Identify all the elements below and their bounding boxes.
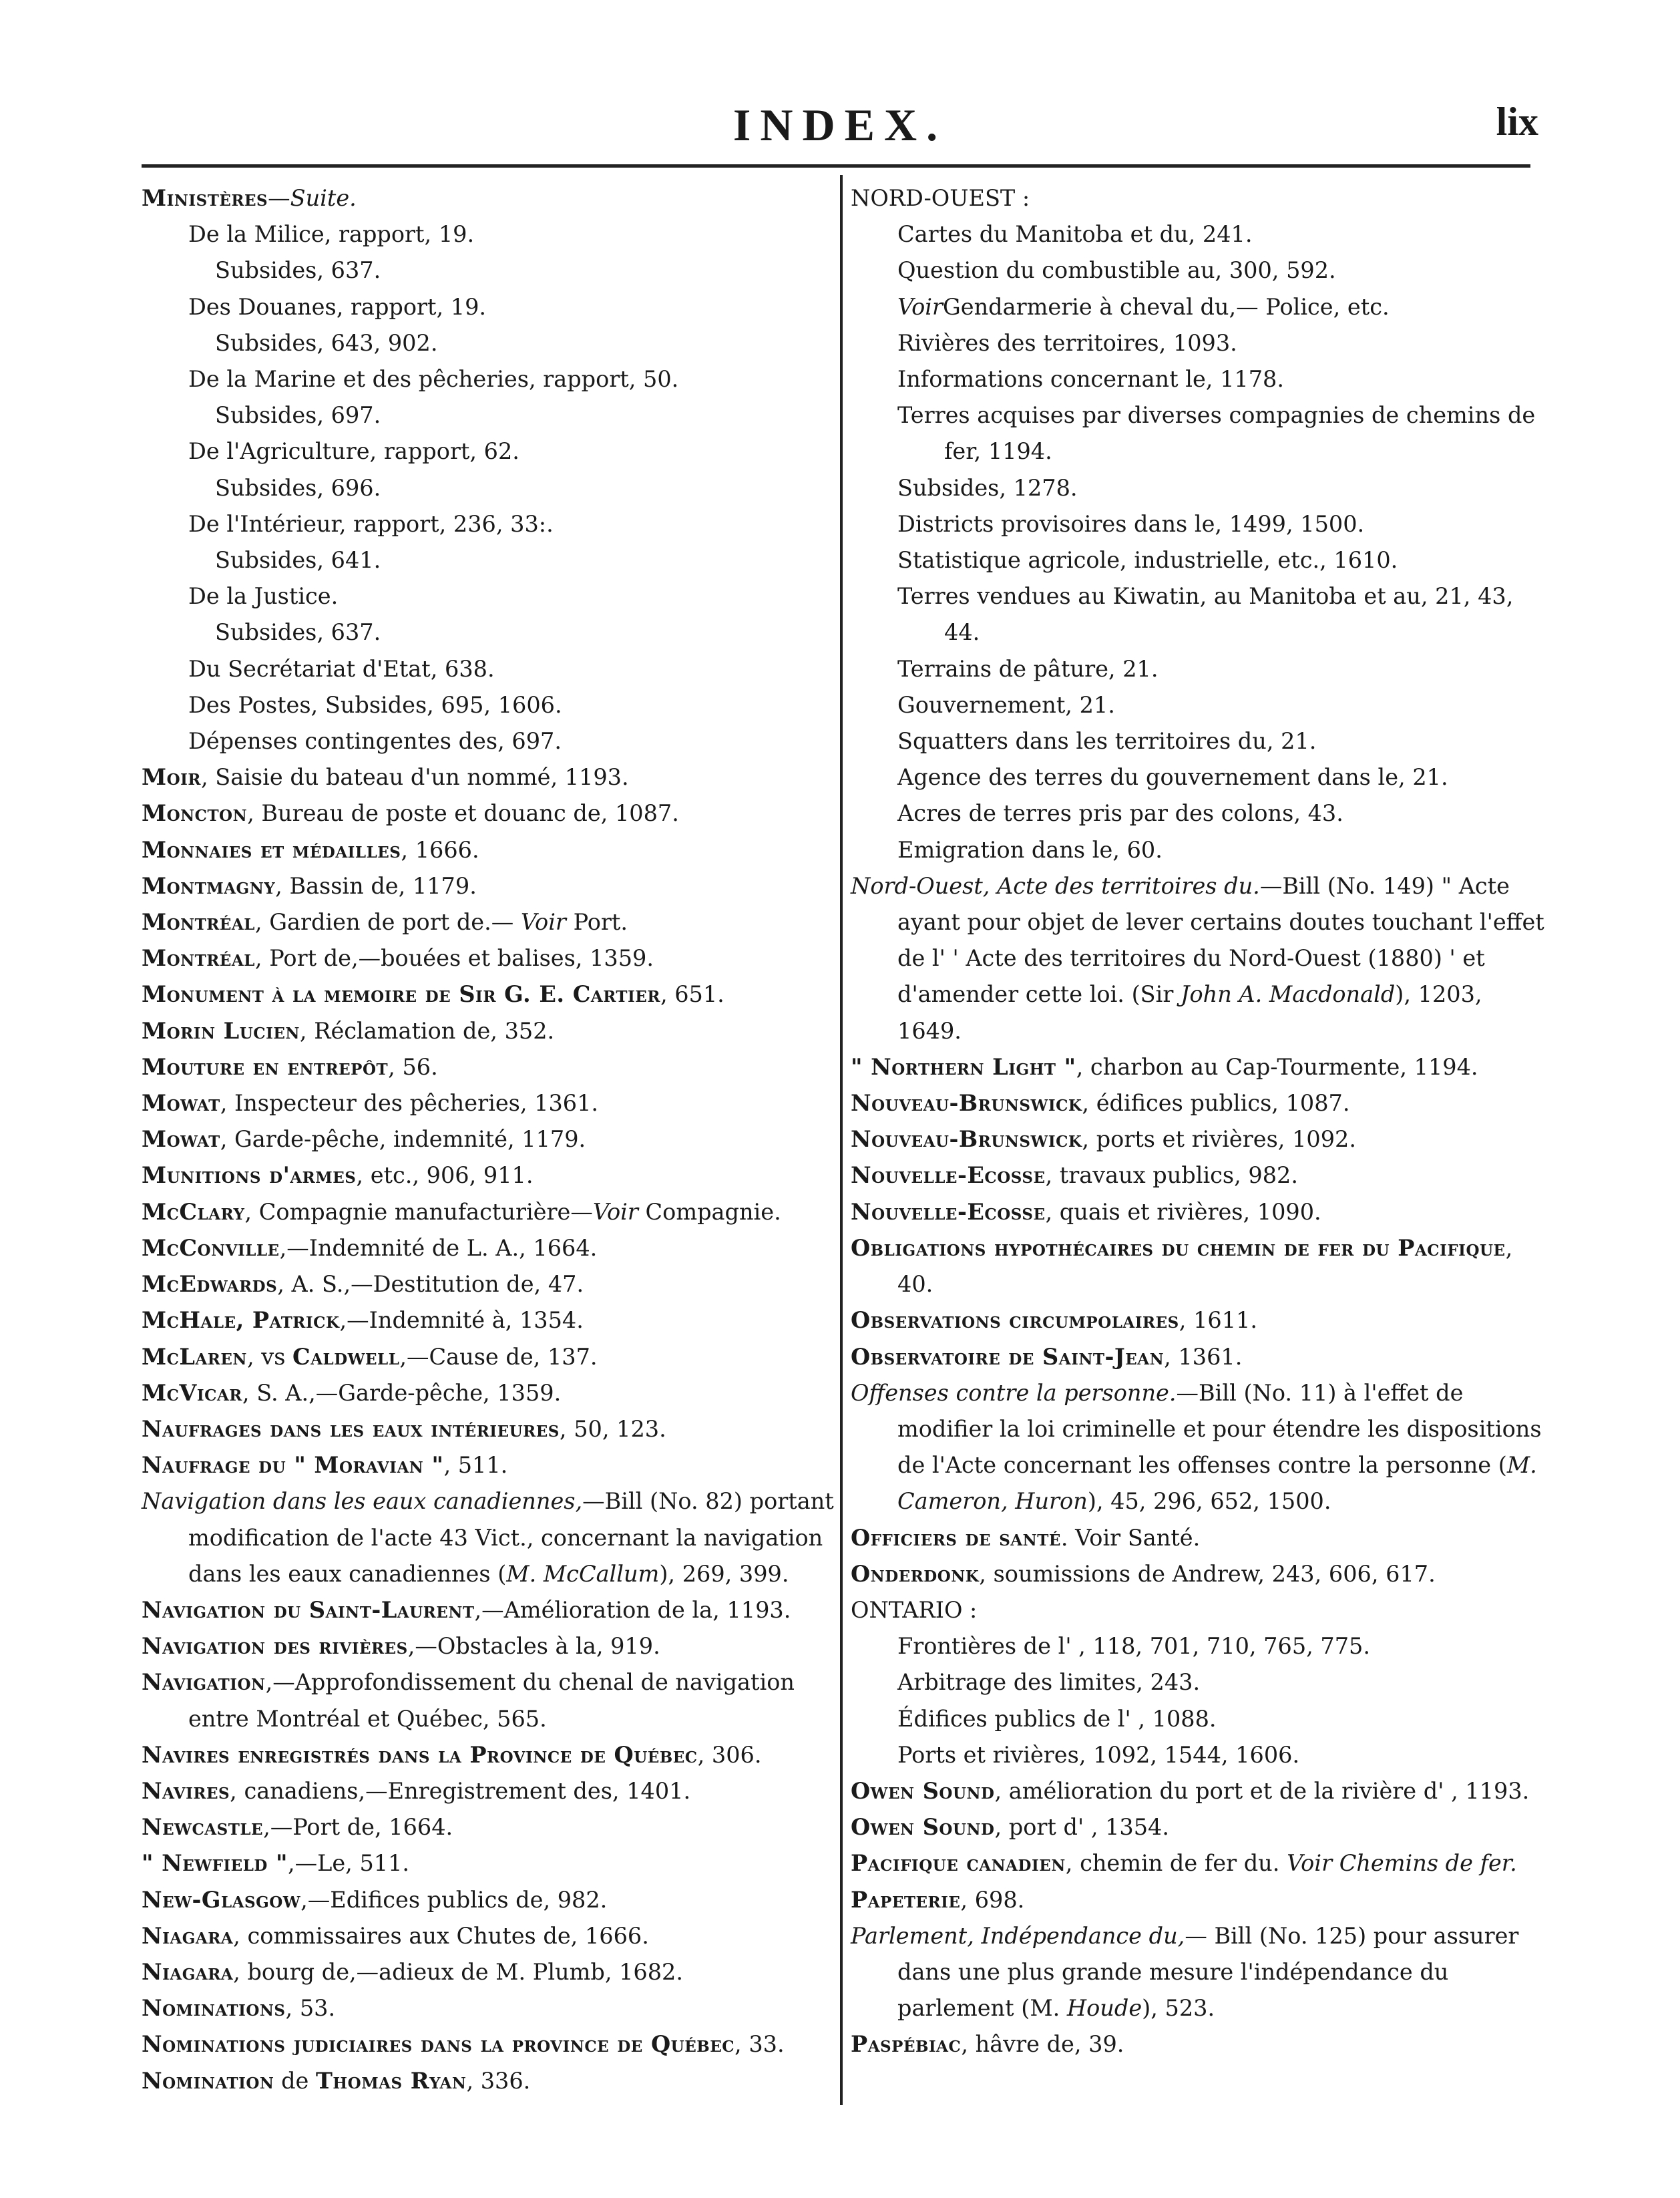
entry-text: . Voir Santé. bbox=[1060, 1524, 1201, 1551]
index-entry bbox=[851, 1121, 1552, 1157]
index-entry bbox=[142, 1339, 836, 1375]
index-entry bbox=[851, 1375, 1552, 1520]
entry-text: De l'Intérieur, rapport, 236, 33:. bbox=[188, 510, 554, 537]
entry-text: Subsides, 697. bbox=[215, 402, 381, 429]
entry-text: ,—Approfondissement du chenal de navigation entre Montréal et Québec, 565. bbox=[188, 1669, 795, 1732]
entry-heading: McHale, Patrick bbox=[142, 1307, 340, 1334]
entry-text: ,—Cause de, 137. bbox=[399, 1343, 598, 1370]
index-entry bbox=[851, 1302, 1552, 1338]
entry-text: de bbox=[274, 2067, 316, 2094]
entry-text: , 56. bbox=[388, 1053, 438, 1080]
entry-italic: Suite. bbox=[290, 185, 357, 211]
entry-heading: Navigation du Saint-Laurent bbox=[142, 1596, 475, 1623]
entry-text: —Bill (No. 149) " Acte ayant pour objet de lever certains doutes touchant l'effet de l' ' Acte des territoires du Nord-Ouest (1880) ' et d'amender cette loi. (Sir bbox=[897, 872, 1544, 1008]
index-entry bbox=[142, 397, 836, 433]
index-entry bbox=[142, 1085, 836, 1121]
entry-text: De la Milice, rapport, 19. bbox=[188, 221, 475, 248]
entry-text: NORD-OUEST : bbox=[851, 185, 1030, 211]
entry-text: Statistique agricole, industrielle, etc., 1610. bbox=[897, 547, 1398, 574]
index-entry bbox=[142, 1230, 836, 1266]
entry-text: , Saisie du bateau d'un nommé, 1193. bbox=[201, 764, 629, 791]
entry-text: , bourg de,—adieux de M. Plumb, 1682. bbox=[233, 1958, 684, 1985]
entry-text: , 1611. bbox=[1179, 1307, 1257, 1334]
entry-text: Port. bbox=[566, 909, 628, 936]
entry-italic: Voir bbox=[520, 909, 566, 936]
entry-heading: Officiers de santé bbox=[851, 1524, 1061, 1551]
entry-text: ), 269, 399. bbox=[659, 1560, 789, 1587]
entry-text: Squatters dans les territoires du, 21. bbox=[897, 728, 1317, 755]
index-entry bbox=[851, 361, 1552, 397]
entry-heading: " Newfield " bbox=[142, 1850, 288, 1877]
index-entry bbox=[851, 252, 1552, 289]
index-entry bbox=[142, 1773, 836, 1809]
entry-heading: Newcastle bbox=[142, 1814, 264, 1841]
index-entry bbox=[851, 1520, 1552, 1556]
entry-text: , charbon au Cap-Tourmente, 1194. bbox=[1076, 1053, 1478, 1080]
header-rule bbox=[142, 164, 1530, 168]
entry-italic: Voir bbox=[592, 1198, 638, 1225]
entry-text: ,—Edifices publics de, 982. bbox=[300, 1886, 608, 1913]
entry-heading: Owen Sound bbox=[851, 1777, 995, 1804]
entry-text: , 53. bbox=[285, 1995, 336, 2022]
entry-text: , Réclamation de, 352. bbox=[299, 1017, 555, 1044]
entry-text: De l'Agriculture, rapport, 62. bbox=[188, 438, 519, 465]
index-entry bbox=[142, 1121, 836, 1157]
index-entry bbox=[851, 1085, 1552, 1121]
entry-text: Agence des terres du gouvernement dans le, 21. bbox=[897, 764, 1448, 791]
entry-heading: Pacifique canadien bbox=[851, 1850, 1066, 1877]
index-entry bbox=[142, 1447, 836, 1483]
entry-italic: M. McCallum bbox=[506, 1560, 660, 1587]
entry-italic-title: Parlement, Indépendance du, bbox=[851, 1922, 1185, 1949]
entry-text: De la Marine et des pêcheries, rapport, 50. bbox=[188, 366, 679, 393]
entry-heading: Morin Lucien bbox=[142, 1017, 300, 1044]
entry-heading: Paspébiac bbox=[851, 2031, 962, 2058]
index-entry bbox=[851, 1628, 1552, 1664]
index-entry bbox=[142, 614, 836, 651]
index-entry bbox=[851, 397, 1552, 470]
index-entry bbox=[851, 1339, 1552, 1375]
entry-heading: Obligations hypothécaires du chemin de fer du Pacifique bbox=[851, 1234, 1506, 1261]
index-entry bbox=[142, 325, 836, 361]
index-entry bbox=[142, 832, 836, 868]
index-entry bbox=[851, 1556, 1552, 1592]
entry-text: Acres de terres pris par des colons, 43. bbox=[897, 800, 1343, 827]
index-entry bbox=[142, 795, 836, 832]
entry-text: , 33. bbox=[734, 2031, 785, 2058]
entry-heading: Niagara bbox=[142, 1922, 234, 1949]
entry-italic: John A. Macdonald bbox=[1181, 981, 1396, 1008]
index-entry bbox=[142, 1990, 836, 2026]
index-entry bbox=[851, 542, 1552, 578]
index-entry bbox=[851, 687, 1552, 723]
entry-text: De la Justice. bbox=[188, 583, 339, 610]
entry-heading: Navires enregistrés dans la Province de Québec bbox=[142, 1741, 698, 1768]
entry-heading: Nouveau-Brunswick bbox=[851, 1126, 1082, 1153]
index-entry bbox=[142, 2026, 836, 2062]
index-entry bbox=[142, 1194, 836, 1230]
entry-heading: Moncton bbox=[142, 800, 248, 827]
index-entry bbox=[142, 506, 836, 542]
index-entry bbox=[851, 180, 1552, 216]
entry-text: ,—Indemnité à, 1354. bbox=[339, 1307, 584, 1334]
entry-italic: M. Cameron, Huron bbox=[897, 1452, 1537, 1515]
index-entry bbox=[142, 976, 836, 1013]
index-entry bbox=[142, 1918, 836, 1954]
entry-text: , chemin de fer du. bbox=[1065, 1850, 1287, 1877]
entry-text: , soumissions de Andrew, 243, 606, 617. bbox=[979, 1560, 1436, 1587]
index-entry bbox=[142, 904, 836, 940]
entry-text: , 651. bbox=[660, 981, 724, 1008]
index-entry bbox=[142, 1882, 836, 1918]
entry-text: — bbox=[268, 185, 290, 211]
index-entry bbox=[851, 651, 1552, 687]
entry-text: Subsides, 641. bbox=[215, 547, 381, 574]
index-entry bbox=[851, 1918, 1552, 2027]
entry-heading: Nouvelle-Ecosse bbox=[851, 1198, 1046, 1225]
index-entry bbox=[142, 2063, 836, 2099]
entry-heading: Mowat bbox=[142, 1126, 220, 1153]
index-entry bbox=[142, 180, 836, 216]
index-entry bbox=[142, 252, 836, 289]
index-entry bbox=[142, 759, 836, 795]
entry-heading: McConville bbox=[142, 1234, 280, 1261]
index-entry bbox=[851, 832, 1552, 868]
index-entry bbox=[142, 1411, 836, 1447]
entry-heading: Nominations bbox=[142, 1995, 286, 2022]
entry-text: Gendarmerie à cheval du,— bbox=[943, 293, 1266, 320]
entry-text: Gouvernement, 21. bbox=[897, 691, 1115, 718]
entry-text: ), 45, 296, 652, 1500. bbox=[1087, 1488, 1331, 1515]
entry-text: , 336. bbox=[466, 2067, 531, 2094]
index-entry bbox=[142, 1809, 836, 1845]
entry-text: , travaux publics, 982. bbox=[1045, 1162, 1298, 1189]
entry-text: —Bill (No. 82) portant modification de l'acte 43 Vict., concernant la navigation dans les eaux canadiennes ( bbox=[188, 1488, 834, 1587]
index-entry bbox=[851, 1664, 1552, 1700]
entry-text: ,—Port de, 1664. bbox=[263, 1814, 453, 1841]
entry-text: Question du combustible au, 300, 592. bbox=[897, 257, 1336, 284]
entry-text: Terres vendues au Kiwatin, au Manitoba et au, 21, 43, 44. bbox=[897, 583, 1514, 646]
index-entry bbox=[142, 578, 836, 614]
index-entry bbox=[142, 1845, 836, 1881]
entry-text: , Compagnie manufacturière— bbox=[244, 1198, 593, 1225]
entry-text: Rivières des territoires, 1093. bbox=[897, 329, 1237, 356]
page-title: INDEX. bbox=[732, 100, 948, 150]
entry-text: Ports et rivières, 1092, 1544, 1606. bbox=[897, 1741, 1300, 1768]
entry-text: Informations concernant le, 1178. bbox=[897, 366, 1284, 393]
entry-heading: McClary bbox=[142, 1198, 245, 1225]
entry-heading: Mouture en entrepôt bbox=[142, 1053, 389, 1080]
entry-text: Subsides, 696. bbox=[215, 474, 381, 501]
entry-heading: Caldwell bbox=[292, 1343, 400, 1370]
index-entry bbox=[142, 433, 836, 470]
entry-text: Dépenses contingentes des, 697. bbox=[188, 728, 562, 755]
entry-heading: Monument à la memoire de Sir G. E. Cartier bbox=[142, 981, 660, 1008]
entry-text: , Bureau de poste et douanc de, 1087. bbox=[247, 800, 679, 827]
entry-text: , Inspecteur des pêcheries, 1361. bbox=[220, 1090, 599, 1117]
entry-text: , Port de,—bouées et balises, 1359. bbox=[254, 945, 654, 972]
index-entry bbox=[142, 1592, 836, 1628]
index-entry bbox=[142, 1266, 836, 1302]
index-entry bbox=[851, 1773, 1552, 1809]
entry-heading: Onderdonk bbox=[851, 1560, 980, 1587]
entry-text: , 50, 123. bbox=[559, 1415, 666, 1442]
entry-heading: Moir bbox=[142, 764, 201, 791]
entry-text: —Bill (No. 11) à l'effet de modifier la loi criminelle et pour étendre les dispositions de l'Acte concernant les offenses contre la personne ( bbox=[897, 1379, 1542, 1479]
entry-text: Subsides, 643, 902. bbox=[215, 329, 438, 356]
entry-text: , quais et rivières, 1090. bbox=[1045, 1198, 1321, 1225]
index-entry bbox=[142, 289, 836, 325]
index-entry bbox=[142, 1628, 836, 1664]
index-entry bbox=[851, 1701, 1552, 1737]
entry-text: Subsides, 1278. bbox=[897, 474, 1078, 501]
index-entry bbox=[142, 1049, 836, 1085]
index-entry bbox=[851, 1230, 1552, 1302]
column-divider bbox=[840, 175, 843, 2105]
entry-heading: Nomination bbox=[142, 2067, 274, 2094]
index-entry bbox=[851, 868, 1552, 1049]
entry-text: , commissaires aux Chutes de, 1666. bbox=[233, 1922, 649, 1949]
entry-heading: Ministères bbox=[142, 185, 268, 211]
index-entry bbox=[851, 1809, 1552, 1845]
entry-text: , port d' , 1354. bbox=[994, 1814, 1170, 1841]
index-entry bbox=[851, 1049, 1552, 1085]
index-entry bbox=[142, 1013, 836, 1049]
index-entry bbox=[142, 723, 836, 759]
entry-text: , canadiens,—Enregistrement des, 1401. bbox=[230, 1777, 691, 1804]
index-entry bbox=[851, 578, 1552, 651]
entry-heading: Owen Sound bbox=[851, 1814, 995, 1841]
index-entry bbox=[142, 1375, 836, 1411]
index-entry bbox=[851, 1882, 1552, 1918]
entry-heading: " Northern Light " bbox=[851, 1053, 1076, 1080]
index-entry bbox=[142, 470, 836, 506]
index-column-right bbox=[851, 180, 1552, 2063]
index-entry bbox=[142, 1302, 836, 1338]
entry-text: , hâvre de, 39. bbox=[961, 2031, 1124, 2058]
entry-text: , S. A.,—Garde-pêche, 1359. bbox=[242, 1379, 562, 1406]
entry-text: , 40. bbox=[897, 1234, 1513, 1298]
index-entry bbox=[142, 687, 836, 723]
entry-text: Compagnie. bbox=[638, 1198, 781, 1225]
entry-heading: Nouveau-Brunswick bbox=[851, 1090, 1082, 1117]
entry-text: Subsides, 637. bbox=[215, 257, 381, 284]
page-number: lix bbox=[1496, 100, 1538, 144]
entry-text: Subsides, 637. bbox=[215, 619, 381, 646]
index-entry bbox=[142, 1737, 836, 1773]
entry-text: ,—Indemnité de L. A., 1664. bbox=[279, 1234, 598, 1261]
entry-heading: Thomas Ryan bbox=[316, 2067, 467, 2094]
entry-heading: Munitions d'armes bbox=[142, 1162, 357, 1189]
entry-heading: Observatoire de Saint-Jean bbox=[851, 1343, 1165, 1370]
index-entry bbox=[851, 506, 1552, 542]
entry-text: , ports et rivières, 1092. bbox=[1082, 1126, 1356, 1153]
entry-text: , édifices publics, 1087. bbox=[1082, 1090, 1350, 1117]
entry-heading: Mowat bbox=[142, 1090, 220, 1117]
entry-heading: Navires bbox=[142, 1777, 230, 1804]
entry-text: , Garde-pêche, indemnité, 1179. bbox=[220, 1126, 586, 1153]
entry-text: Emigration dans le, 60. bbox=[897, 836, 1163, 863]
entry-heading: Papeterie bbox=[851, 1886, 961, 1913]
entry-italic-title: Voir bbox=[897, 293, 943, 320]
entry-text: Du Secrétariat d'Etat, 638. bbox=[188, 655, 495, 682]
entry-text: Arbitrage des limites, 243. bbox=[897, 1669, 1201, 1696]
entry-heading: Observations circumpolaires bbox=[851, 1307, 1179, 1334]
index-entry bbox=[851, 1157, 1552, 1194]
index-entry bbox=[851, 759, 1552, 795]
entry-italic-title: Nord-Ouest, Acte des territoires du. bbox=[851, 872, 1260, 899]
entry-text: Districts provisoires dans le, 1499, 1500. bbox=[897, 510, 1365, 537]
index-entry bbox=[142, 868, 836, 904]
entry-text: ), 523. bbox=[1142, 1995, 1215, 2022]
entry-heading: Navigation des rivières bbox=[142, 1633, 408, 1660]
index-entry bbox=[142, 1954, 836, 1990]
entry-italic: Voir Chemins de fer. bbox=[1287, 1850, 1517, 1877]
entry-text: ,—Amélioration de la, 1193. bbox=[474, 1596, 791, 1623]
index-entry bbox=[851, 470, 1552, 506]
entry-text: Terres acquises par diverses compagnies de chemins de fer, 1194. bbox=[897, 402, 1536, 465]
index-entry bbox=[851, 289, 1552, 325]
entry-text: Des Postes, Subsides, 695, 1606. bbox=[188, 691, 562, 718]
entry-text: , 306. bbox=[697, 1741, 762, 1768]
entry-heading: Navigation bbox=[142, 1669, 266, 1696]
entry-heading: McEdwards bbox=[142, 1271, 278, 1298]
index-entry bbox=[851, 1592, 1552, 1628]
index-entry bbox=[851, 216, 1552, 252]
index-entry bbox=[142, 651, 836, 687]
entry-text: — Bill (No. 125) pour assurer dans une plus grande mesure l'indépendance du parlement (M. bbox=[897, 1922, 1519, 2022]
index-entry bbox=[851, 723, 1552, 759]
entry-heading: New-Glasgow bbox=[142, 1886, 301, 1913]
index-entry bbox=[142, 216, 836, 252]
index-entry bbox=[142, 1157, 836, 1194]
entry-text: Frontières de l' , 118, 701, 710, 765, 775. bbox=[897, 1633, 1371, 1660]
entry-text: , 1361. bbox=[1164, 1343, 1243, 1370]
entry-heading: Niagara bbox=[142, 1958, 234, 1985]
entry-text: , Bassin de, 1179. bbox=[275, 872, 477, 899]
entry-heading: Monnaies et médailles bbox=[142, 836, 401, 863]
entry-heading: Naufrage du " Moravian " bbox=[142, 1452, 444, 1479]
entry-text: , 511. bbox=[443, 1452, 508, 1479]
entry-text: ,—Obstacles à la, 919. bbox=[407, 1633, 660, 1660]
entry-text: , 1666. bbox=[401, 836, 479, 863]
entry-heading: McVicar bbox=[142, 1379, 242, 1406]
index-entry bbox=[142, 1664, 836, 1736]
entry-heading: Nouvelle-Ecosse bbox=[851, 1162, 1046, 1189]
index-entry bbox=[851, 2026, 1552, 2062]
index-entry bbox=[851, 795, 1552, 832]
index-entry bbox=[851, 1737, 1552, 1773]
entry-heading: Nominations judiciaires dans la province de Québec bbox=[142, 2031, 735, 2058]
entry-text: Terrains de pâture, 21. bbox=[897, 655, 1159, 682]
entry-italic-title: Offenses contre la personne. bbox=[851, 1379, 1177, 1406]
entry-text: , A. S.,—Destitution de, 47. bbox=[277, 1271, 584, 1298]
entry-text: Cartes du Manitoba et du, 241. bbox=[897, 221, 1253, 248]
index-column-left bbox=[142, 180, 836, 2099]
index-entry bbox=[851, 1845, 1552, 1881]
entry-heading: Montmagny bbox=[142, 872, 276, 899]
entry-text: , amélioration du port et de la rivière d' , 1193. bbox=[994, 1777, 1530, 1804]
index-entry bbox=[851, 1194, 1552, 1230]
entry-text: ONTARIO : bbox=[851, 1596, 978, 1623]
entry-text: Des Douanes, rapport, 19. bbox=[188, 293, 487, 320]
index-entry bbox=[851, 325, 1552, 361]
entry-heading: Naufrages dans les eaux intérieures bbox=[142, 1415, 560, 1442]
entry-text: , etc., 906, 911. bbox=[356, 1162, 534, 1189]
entry-italic: Houde bbox=[1066, 1995, 1142, 2022]
entry-text: ), 1203, 1649. bbox=[897, 981, 1482, 1044]
entry-heading: McLaren bbox=[142, 1343, 247, 1370]
index-entry bbox=[142, 542, 836, 578]
entry-text: Police, etc. bbox=[1265, 293, 1390, 320]
entry-text: Édifices publics de l' , 1088. bbox=[897, 1705, 1217, 1732]
entry-text: , 698. bbox=[960, 1886, 1025, 1913]
entry-text: , Gardien de port de.— bbox=[254, 909, 521, 936]
index-entry bbox=[142, 1483, 836, 1592]
entry-heading: Montréal bbox=[142, 945, 255, 972]
entry-italic-title: Navigation dans les eaux canadiennes, bbox=[142, 1488, 583, 1515]
index-entry bbox=[142, 940, 836, 976]
index-entry bbox=[142, 361, 836, 397]
entry-text: , vs bbox=[246, 1343, 293, 1370]
entry-heading: Montréal bbox=[142, 909, 255, 936]
entry-text: ,—Le, 511. bbox=[287, 1850, 410, 1877]
